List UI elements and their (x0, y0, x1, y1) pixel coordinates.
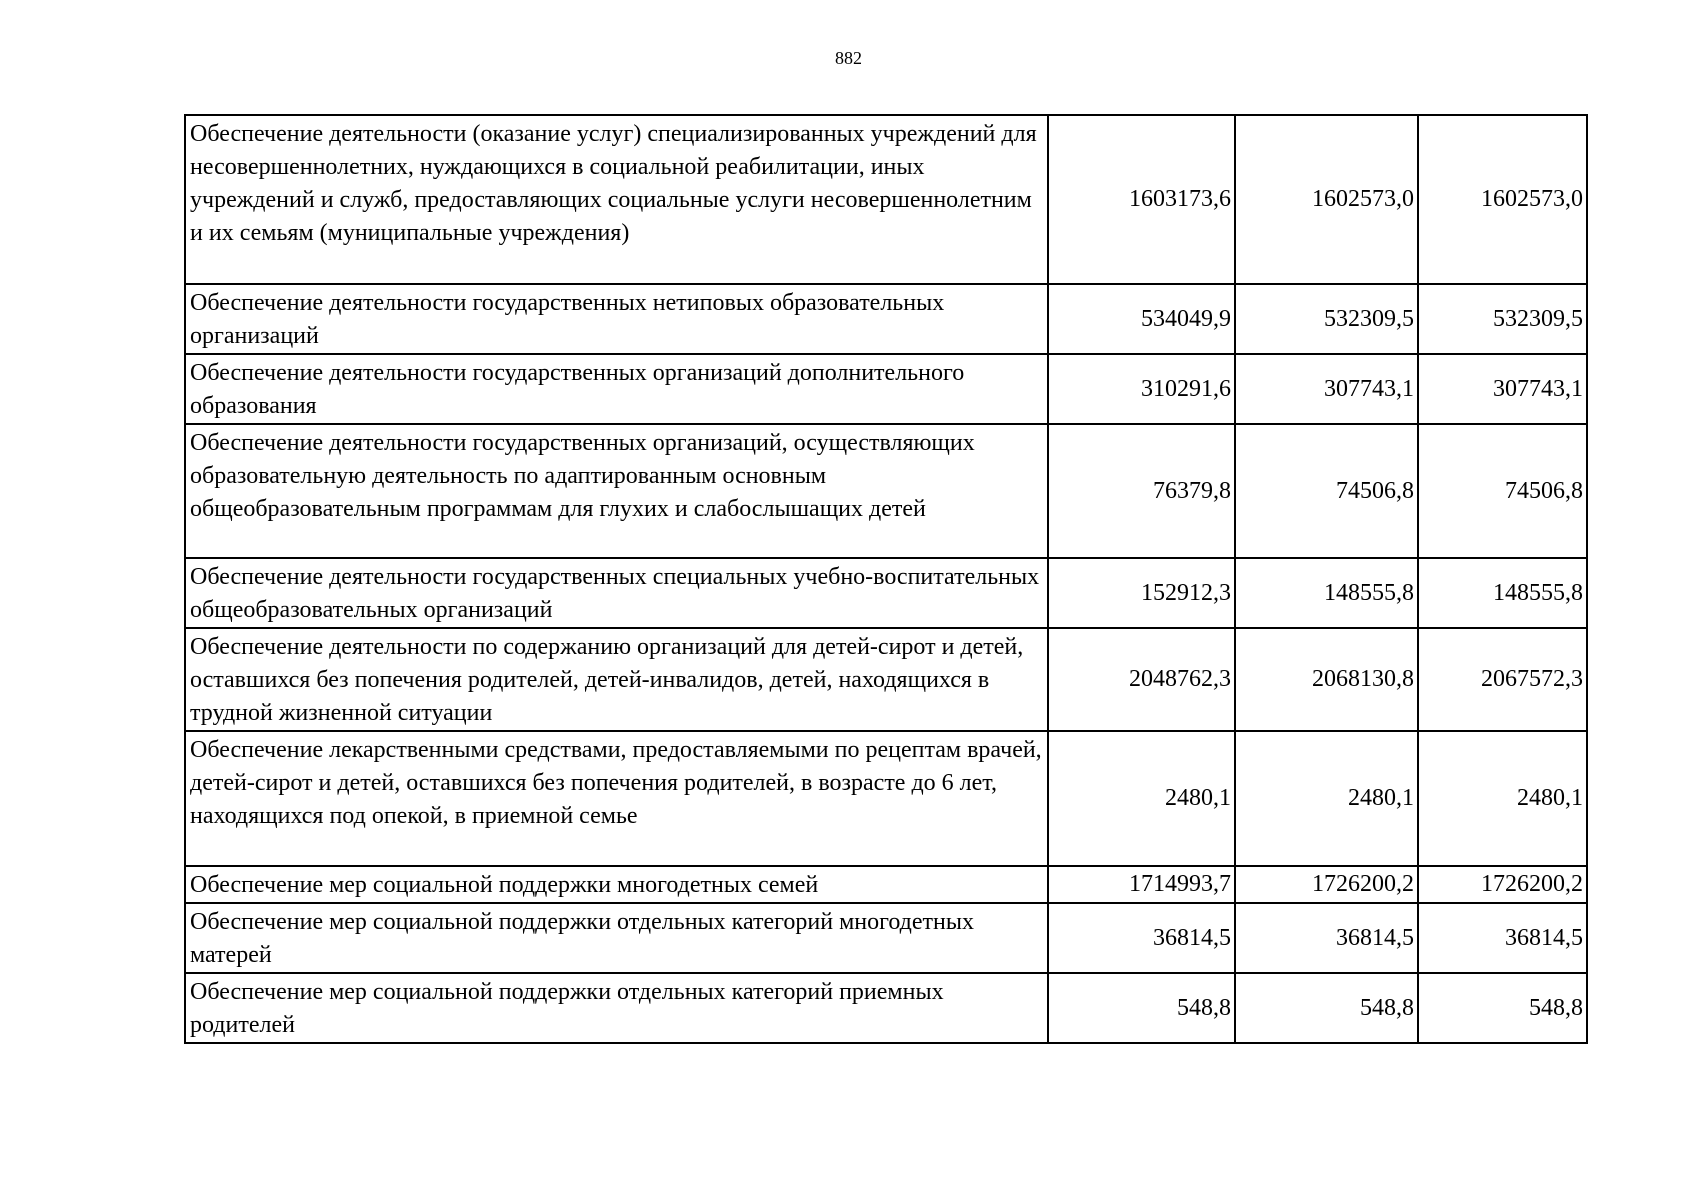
value-cell: 532309,5 (1235, 284, 1418, 354)
budget-table (184, 114, 1588, 1044)
row-description: Обеспечение деятельности (оказание услуг) специализированных учреждений для несовершеннолетних, нуждающихся в социальной реабилитации, иных учреждений и служб, предоставляющих социальные услуги несовершеннолетним и их семьям (муниципальные учреждения) (185, 115, 1048, 284)
table-row (185, 558, 1587, 628)
row-description: Обеспечение деятельности по содержанию организаций для детей-сирот и детей, оставшихся без попечения родителей, детей-инвалидов, детей, находящихся в трудной жизненной ситуации (185, 628, 1048, 731)
value-cell: 148555,8 (1418, 558, 1587, 628)
row-description: Обеспечение лекарственными средствами, предоставляемыми по рецептам врачей, детей-сирот и детей, оставшихся без попечения родителей, в возрасте до 6 лет, находящихся под опекой, в приемной семье (185, 731, 1048, 866)
row-description: Обеспечение мер социальной поддержки отдельных категорий приемных родителей (185, 973, 1048, 1043)
value-cell: 74506,8 (1235, 424, 1418, 558)
value-cell: 2048762,3 (1048, 628, 1235, 731)
table-row (185, 973, 1587, 1043)
table-row (185, 731, 1587, 866)
value-cell: 76379,8 (1048, 424, 1235, 558)
page-number: 882 (835, 48, 862, 68)
table-row (185, 354, 1587, 424)
value-cell: 2480,1 (1418, 731, 1587, 866)
value-cell: 534049,9 (1048, 284, 1235, 354)
value-cell: 548,8 (1048, 973, 1235, 1043)
table-row (185, 866, 1587, 903)
value-cell: 2480,1 (1048, 731, 1235, 866)
row-description: Обеспечение мер социальной поддержки отдельных категорий многодетных матерей (185, 903, 1048, 973)
row-description: Обеспечение деятельности государственных специальных учебно-воспитательных общеобразовательных организаций (185, 558, 1048, 628)
value-cell: 548,8 (1235, 973, 1418, 1043)
value-cell: 1714993,7 (1048, 866, 1235, 903)
value-cell: 74506,8 (1418, 424, 1587, 558)
row-description: Обеспечение деятельности государственных организаций дополнительного образования (185, 354, 1048, 424)
value-cell: 1726200,2 (1418, 866, 1587, 903)
value-cell: 532309,5 (1418, 284, 1587, 354)
value-cell: 1603173,6 (1048, 115, 1235, 284)
value-cell: 36814,5 (1235, 903, 1418, 973)
value-cell: 2480,1 (1235, 731, 1418, 866)
value-cell: 307743,1 (1235, 354, 1418, 424)
table-row (185, 628, 1587, 731)
value-cell: 548,8 (1418, 973, 1587, 1043)
value-cell: 36814,5 (1418, 903, 1587, 973)
value-cell: 36814,5 (1048, 903, 1235, 973)
value-cell: 148555,8 (1235, 558, 1418, 628)
row-description: Обеспечение деятельности государственных организаций, осуществляющих образовательную деятельность по адаптированным основным общеобразовательным программам для глухих и слабослышащих детей (185, 424, 1048, 558)
table-row (185, 424, 1587, 558)
value-cell: 1726200,2 (1235, 866, 1418, 903)
row-description: Обеспечение деятельности государственных нетиповых образовательных организаций (185, 284, 1048, 354)
value-cell: 2067572,3 (1418, 628, 1587, 731)
value-cell: 1602573,0 (1418, 115, 1587, 284)
table-row (185, 284, 1587, 354)
row-description: Обеспечение мер социальной поддержки многодетных семей (185, 866, 1048, 903)
value-cell: 1602573,0 (1235, 115, 1418, 284)
value-cell: 310291,6 (1048, 354, 1235, 424)
value-cell: 307743,1 (1418, 354, 1587, 424)
value-cell: 152912,3 (1048, 558, 1235, 628)
value-cell: 2068130,8 (1235, 628, 1418, 731)
table-row (185, 903, 1587, 973)
table-row (185, 115, 1587, 284)
